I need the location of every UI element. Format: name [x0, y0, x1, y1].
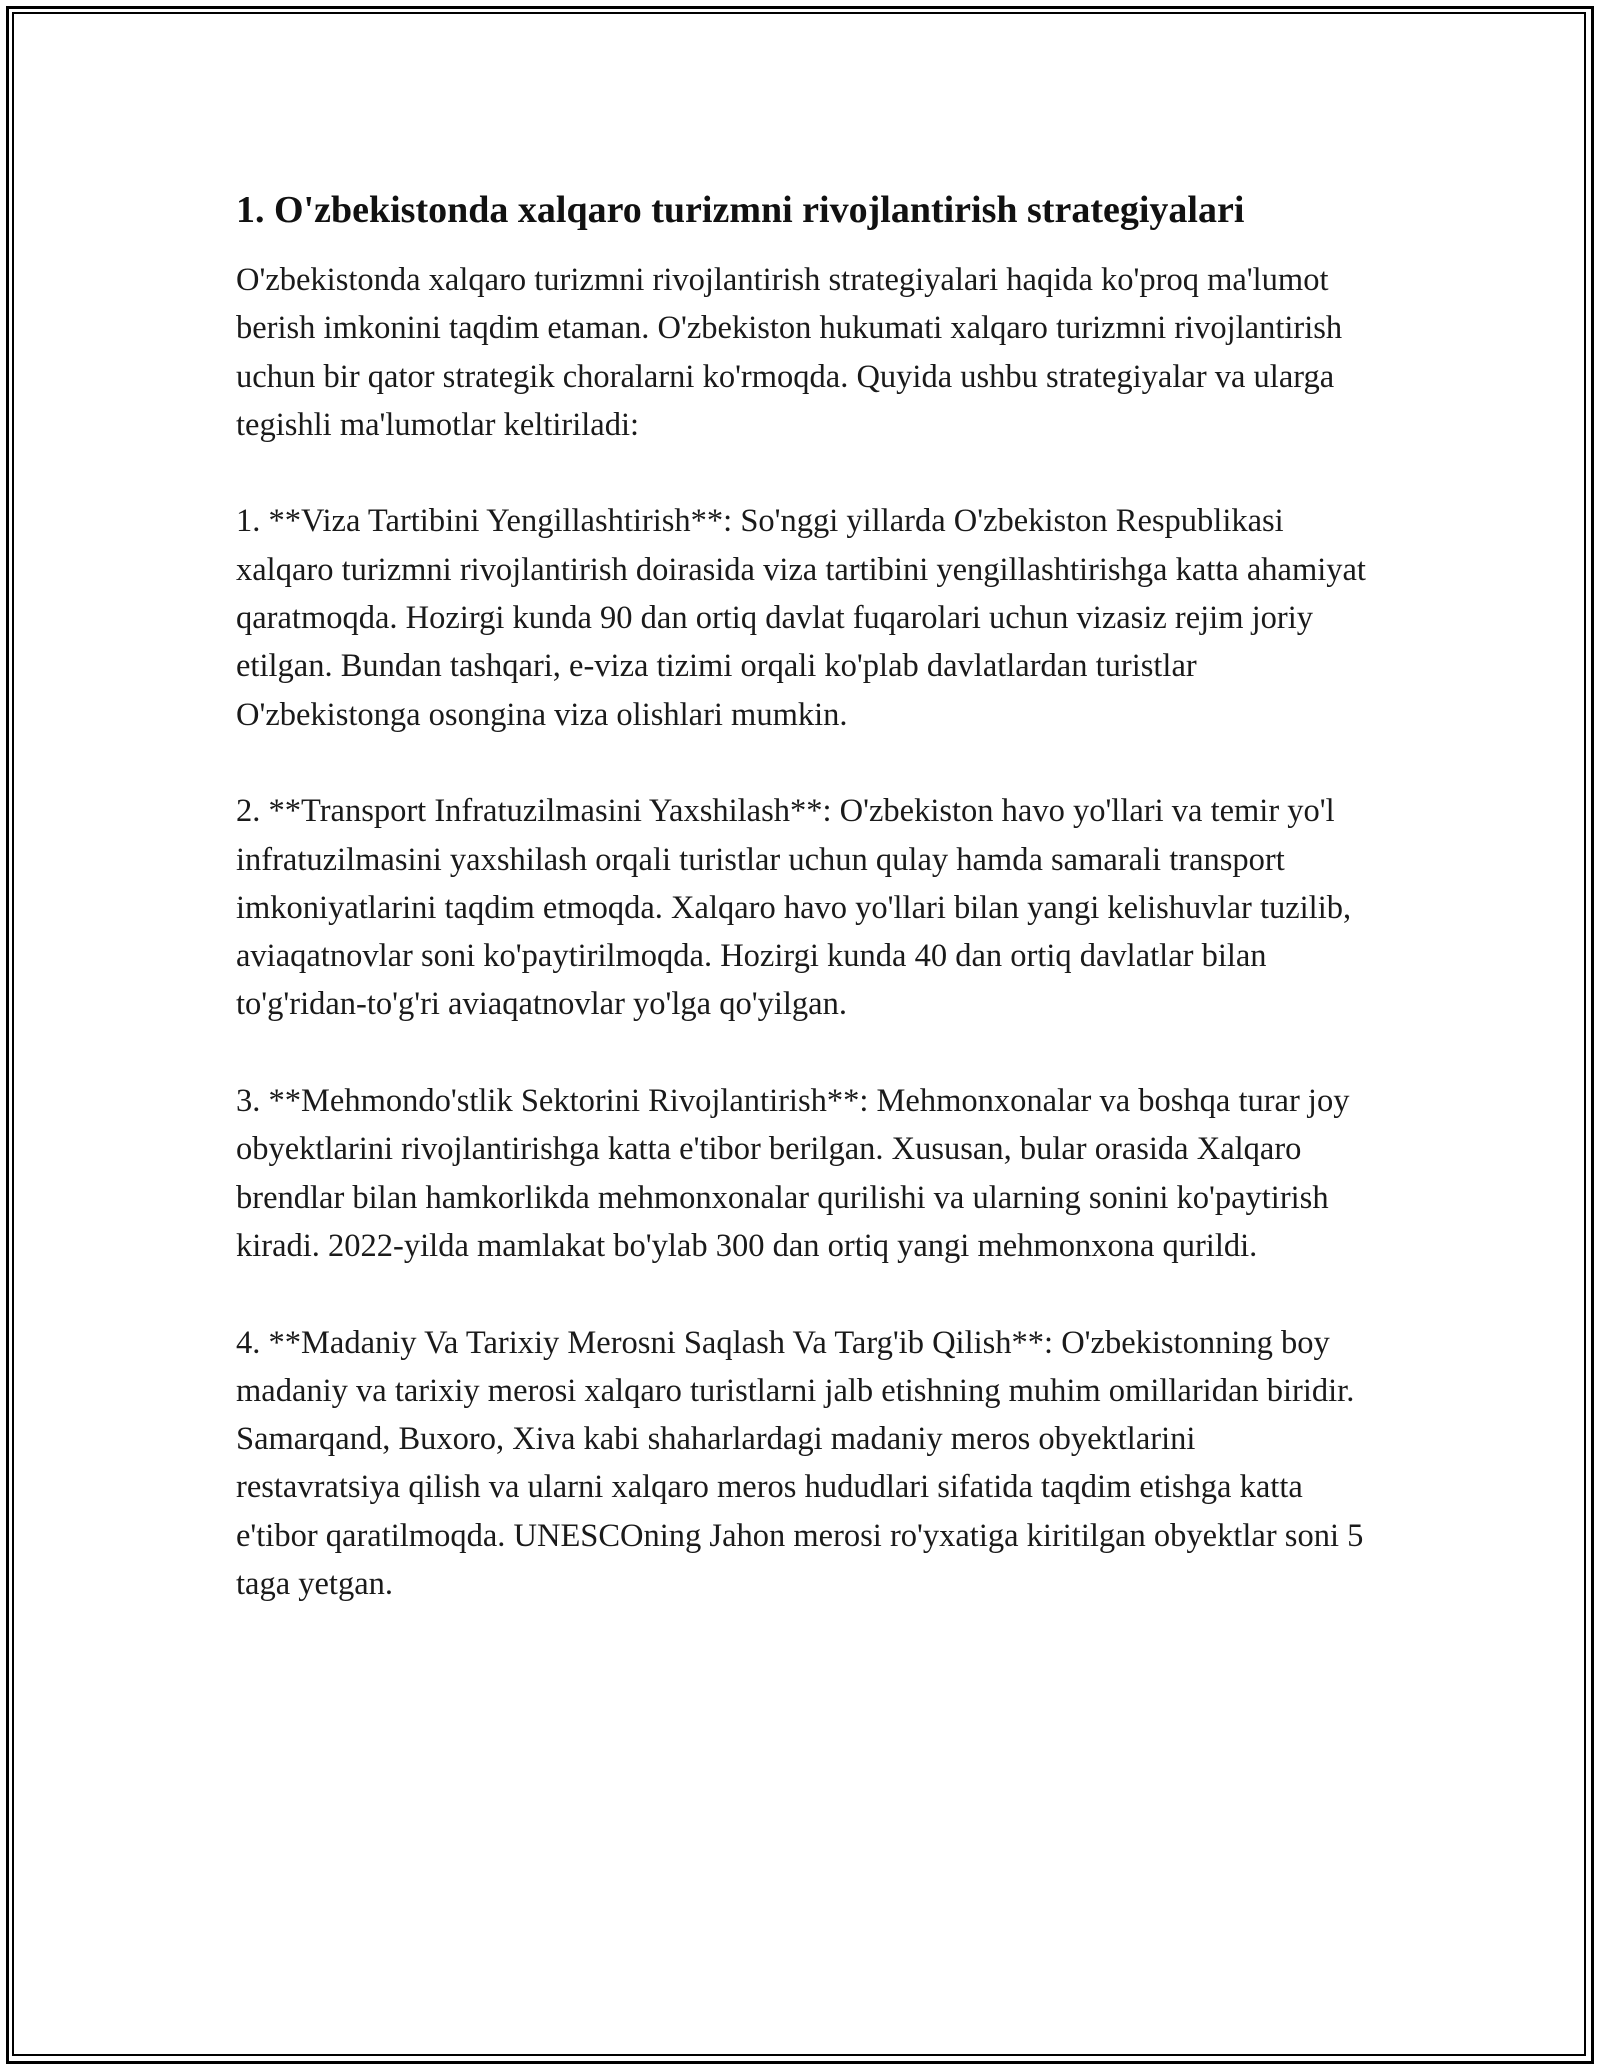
document-title: 1. O'zbekistonda xalqaro turizmni rivojlantirish strategiyalari	[236, 189, 1245, 231]
list-item-visa: 1. **Viza Tartibini Yengillashtirish**: So'nggi yillarda O'zbekiston Respublikasi xalqaro turizmni rivojlantirish doirasida viza tartibini yengillashtirishga katta ahamiyat qaratmoqda. Hozirgi kunda 90 dan ortiq davlat fuqarolari uchun vizasiz rejim joriy etilgan. Bundan tashqari, e-viza tizimi orqali ko'plab davlatlardan turistlar O'zbekistonga osongina viza olishlari mumkin.	[236, 503, 1366, 733]
intro-paragraph: O'zbekistonda xalqaro turizmni rivojlantirish strategiyalari haqida ko'proq ma'lumot berish imkonini taqdim etaman. O'zbekiston hukumati xalqaro turizmni rivojlantirish uchun bir qator strategik choralarni ko'rmoqda. Quyida ushbu strategiyalar va ularga tegishli ma'lumotlar keltiriladi:	[236, 262, 1343, 443]
list-item-transport: 2. **Transport Infratuzilmasini Yaxshilash**: O'zbekiston havo yo'llari va temir yo'l infratuzilmasini yaxshilash orqali turistlar uchun qulay hamda samarali transport imkoniyatlarini taqdim etmoqda. Xalqaro havo yo'llari bilan yangi kelishuvlar tuzilib, aviaqatnovlar soni ko'paytirilmoqda. Hozirgi kunda 40 dan ortiq davlatlar bilan to'g'ridan-to'g'ri aviaqatnovlar yo'lga qo'yilgan.	[236, 793, 1352, 1023]
document-body	[236, 186, 1366, 1608]
list-item-heritage: 4. **Madaniy Va Tarixiy Merosni Saqlash Va Targ'ib Qilish**: O'zbekistonning boy madaniy va tarixiy merosi xalqaro turistlarni jalb etishning muhim omillaridan biridir. Samarqand, Buxoro, Xiva kabi shaharlardagi madaniy meros obyektlarini restavratsiya qilish va ularni xalqaro meros hududlari sifatida taqdim etishga katta e'tibor qaratilmoqda. UNESCOning Jahon merosi ro'yxatiga kiritilgan obyektlar soni 5 taga yetgan.	[236, 1324, 1364, 1603]
list-item-hospitality: 3. **Mehmondo'stlik Sektorini Rivojlantirish**: Mehmonxonalar va boshqa turar joy obyektlarini rivojlantirishga katta e'tibor berilgan. Xususan, bular orasida Xalqaro brendlar bilan hamkorlikda mehmonxonalar qurilishi va ularning sonini ko'paytirish kiradi. 2022-yilda mamlakat bo'ylab 300 dan ortiq yangi mehmonxona qurildi.	[236, 1083, 1350, 1264]
